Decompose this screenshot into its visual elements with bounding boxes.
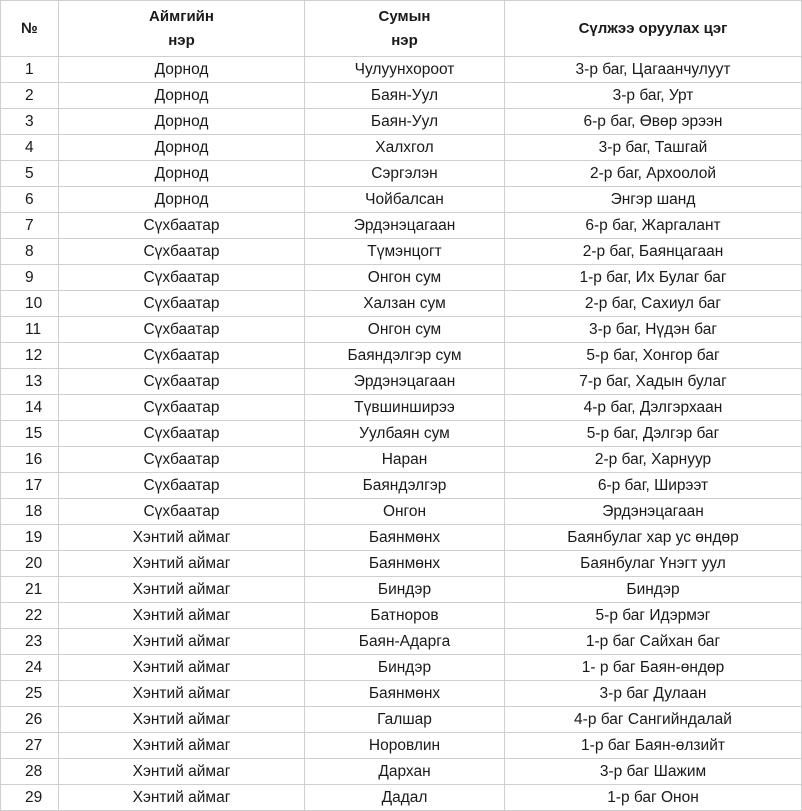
network-point-cell: 2-р баг, Сахиул баг: [505, 291, 802, 317]
row-number-cell: 3: [1, 109, 59, 135]
table-row: [1, 681, 802, 707]
table-row: [1, 135, 802, 161]
network-point-cell: 5-р баг, Дэлгэр баг: [505, 421, 802, 447]
table-row: [1, 707, 802, 733]
network-point-cell: 5-р баг, Хонгор баг: [505, 343, 802, 369]
table-row: [1, 421, 802, 447]
row-number-cell: 18: [1, 499, 59, 525]
row-number-cell: 26: [1, 707, 59, 733]
aimag-name-cell: Дорнод: [59, 57, 305, 83]
row-number-cell: 9: [1, 265, 59, 291]
table-row: [1, 291, 802, 317]
row-number-cell: 23: [1, 629, 59, 655]
sum-name-cell: Дархан: [305, 759, 505, 785]
row-number-cell: 28: [1, 759, 59, 785]
sum-name-cell: Онгон сум: [305, 265, 505, 291]
aimag-name-cell: Сүхбаатар: [59, 395, 305, 421]
sum-name-cell: Сэргэлэн: [305, 161, 505, 187]
row-number-cell: 12: [1, 343, 59, 369]
row-number-cell: 17: [1, 473, 59, 499]
table-row: [1, 577, 802, 603]
table-row: [1, 265, 802, 291]
network-point-cell: 3-р баг, Урт: [505, 83, 802, 109]
header-aimag: [59, 1, 305, 57]
aimag-name-cell: Дорнод: [59, 83, 305, 109]
header-aimag-line2: нэр: [168, 31, 195, 49]
network-point-cell: 3-р баг, Ташгай: [505, 135, 802, 161]
header-sum: [305, 1, 505, 57]
row-number-cell: 13: [1, 369, 59, 395]
network-point-cell: Биндэр: [505, 577, 802, 603]
network-point-cell: 1-р баг, Их Булаг баг: [505, 265, 802, 291]
sum-name-cell: Баяндэлгэр сум: [305, 343, 505, 369]
row-number-cell: 21: [1, 577, 59, 603]
aimag-name-cell: Сүхбаатар: [59, 317, 305, 343]
aimag-name-cell: Хэнтий аймаг: [59, 551, 305, 577]
network-point-cell: 1-р баг Сайхан баг: [505, 629, 802, 655]
network-point-cell: 5-р баг Идэрмэг: [505, 603, 802, 629]
aimag-name-cell: Сүхбаатар: [59, 473, 305, 499]
network-point-cell: 7-р баг, Хадын булаг: [505, 369, 802, 395]
network-point-cell: 6-р баг, Жаргалант: [505, 213, 802, 239]
table-row: [1, 759, 802, 785]
network-point-cell: 3-р баг, Нүдэн баг: [505, 317, 802, 343]
table-row: [1, 109, 802, 135]
aimag-name-cell: Сүхбаатар: [59, 213, 305, 239]
aimag-name-cell: Хэнтий аймаг: [59, 525, 305, 551]
sum-name-cell: Түвшинширээ: [305, 395, 505, 421]
sum-name-cell: Батноров: [305, 603, 505, 629]
aimag-name-cell: Хэнтий аймаг: [59, 603, 305, 629]
sum-name-cell: Баян-Уул: [305, 109, 505, 135]
sum-name-cell: Халзан сум: [305, 291, 505, 317]
sum-name-cell: Баянмөнх: [305, 681, 505, 707]
sum-name-cell: Чойбалсан: [305, 187, 505, 213]
network-point-cell: 1-р баг Онон: [505, 785, 802, 811]
row-number-cell: 15: [1, 421, 59, 447]
row-number-cell: 19: [1, 525, 59, 551]
network-point-cell: Энгэр шанд: [505, 187, 802, 213]
aimag-name-cell: Сүхбаатар: [59, 291, 305, 317]
sum-name-cell: Эрдэнэцагаан: [305, 213, 505, 239]
sum-name-cell: Халхгол: [305, 135, 505, 161]
aimag-name-cell: Хэнтий аймаг: [59, 629, 305, 655]
network-point-cell: 4-р баг Сангийндалай: [505, 707, 802, 733]
row-number-cell: 5: [1, 161, 59, 187]
aimag-name-cell: Сүхбаатар: [59, 239, 305, 265]
sum-name-cell: Баян-Адарга: [305, 629, 505, 655]
aimag-name-cell: Сүхбаатар: [59, 447, 305, 473]
row-number-cell: 4: [1, 135, 59, 161]
header-point: Сүлжээ оруулах цэг: [505, 1, 802, 57]
sum-name-cell: Чулуунхороот: [305, 57, 505, 83]
aimag-name-cell: Дорнод: [59, 161, 305, 187]
aimag-name-cell: Дорнод: [59, 109, 305, 135]
header-sum-line1: Сумын: [378, 7, 431, 25]
sum-name-cell: Уулбаян сум: [305, 421, 505, 447]
sum-name-cell: Эрдэнэцагаан: [305, 369, 505, 395]
network-point-cell: 1- р баг Баян-өндөр: [505, 655, 802, 681]
table-row: [1, 473, 802, 499]
table-row: [1, 655, 802, 681]
aimag-name-cell: Хэнтий аймаг: [59, 733, 305, 759]
network-point-cell: 2-р баг, Харнуур: [505, 447, 802, 473]
aimag-name-cell: Хэнтий аймаг: [59, 655, 305, 681]
table-row: [1, 525, 802, 551]
aimag-name-cell: Сүхбаатар: [59, 499, 305, 525]
row-number-cell: 2: [1, 83, 59, 109]
header-aimag-line1: Аймгийн: [149, 7, 214, 25]
row-number-cell: 11: [1, 317, 59, 343]
header-number: №: [1, 1, 59, 57]
network-point-cell: 2-р баг, Архоолой: [505, 161, 802, 187]
network-point-cell: Эрдэнэцагаан: [505, 499, 802, 525]
sum-name-cell: Түмэнцогт: [305, 239, 505, 265]
aimag-name-cell: Сүхбаатар: [59, 265, 305, 291]
sum-name-cell: Баянмөнх: [305, 551, 505, 577]
network-point-cell: 3-р баг Дулаан: [505, 681, 802, 707]
row-number-cell: 1: [1, 57, 59, 83]
sum-name-cell: Онгон: [305, 499, 505, 525]
table-row: [1, 239, 802, 265]
row-number-cell: 29: [1, 785, 59, 811]
aimag-name-cell: Хэнтий аймаг: [59, 577, 305, 603]
aimag-name-cell: Дорнод: [59, 187, 305, 213]
header-sum-line2: нэр: [391, 31, 418, 49]
table-row: [1, 733, 802, 759]
aimag-name-cell: Сүхбаатар: [59, 421, 305, 447]
network-point-cell: 2-р баг, Баянцагаан: [505, 239, 802, 265]
sum-name-cell: Онгон сум: [305, 317, 505, 343]
row-number-cell: 22: [1, 603, 59, 629]
row-number-cell: 14: [1, 395, 59, 421]
aimag-name-cell: Дорнод: [59, 135, 305, 161]
network-point-cell: 1-р баг Баян-өлзийт: [505, 733, 802, 759]
sum-name-cell: Баяндэлгэр: [305, 473, 505, 499]
table-row: [1, 213, 802, 239]
sum-name-cell: Баян-Уул: [305, 83, 505, 109]
table-row: [1, 317, 802, 343]
sum-name-cell: Наран: [305, 447, 505, 473]
network-point-cell: Баянбулаг Үнэгт уул: [505, 551, 802, 577]
aimag-name-cell: Сүхбаатар: [59, 369, 305, 395]
table-row: [1, 187, 802, 213]
table-row: [1, 447, 802, 473]
table-row: [1, 57, 802, 83]
row-number-cell: 8: [1, 239, 59, 265]
sum-name-cell: Биндэр: [305, 655, 505, 681]
sum-name-cell: Биндэр: [305, 577, 505, 603]
table-row: [1, 499, 802, 525]
sum-name-cell: Дадал: [305, 785, 505, 811]
row-number-cell: 16: [1, 447, 59, 473]
table-row: [1, 161, 802, 187]
network-point-cell: 4-р баг, Дэлгэрхаан: [505, 395, 802, 421]
network-point-cell: Баянбулаг хар ус өндөр: [505, 525, 802, 551]
row-number-cell: 10: [1, 291, 59, 317]
aimag-name-cell: Сүхбаатар: [59, 343, 305, 369]
table-row: [1, 83, 802, 109]
network-point-cell: 6-р баг, Өвөр эрээн: [505, 109, 802, 135]
row-number-cell: 7: [1, 213, 59, 239]
aimag-name-cell: Хэнтий аймаг: [59, 681, 305, 707]
network-point-cell: 6-р баг, Ширээт: [505, 473, 802, 499]
table-row: [1, 629, 802, 655]
sum-name-cell: Норовлин: [305, 733, 505, 759]
row-number-cell: 20: [1, 551, 59, 577]
sum-name-cell: Баянмөнх: [305, 525, 505, 551]
sum-name-cell: Галшар: [305, 707, 505, 733]
aimag-name-cell: Хэнтий аймаг: [59, 707, 305, 733]
aimag-name-cell: Хэнтий аймаг: [59, 785, 305, 811]
table-row: [1, 551, 802, 577]
table-header-row: [1, 1, 802, 57]
row-number-cell: 27: [1, 733, 59, 759]
table-row: [1, 603, 802, 629]
table-row: [1, 395, 802, 421]
network-point-cell: 3-р баг, Цагаанчулуут: [505, 57, 802, 83]
network-point-cell: 3-р баг Шажим: [505, 759, 802, 785]
row-number-cell: 6: [1, 187, 59, 213]
table-row: [1, 369, 802, 395]
aimag-name-cell: Хэнтий аймаг: [59, 759, 305, 785]
table-body: [1, 57, 802, 811]
row-number-cell: 24: [1, 655, 59, 681]
row-number-cell: 25: [1, 681, 59, 707]
table-row: [1, 343, 802, 369]
